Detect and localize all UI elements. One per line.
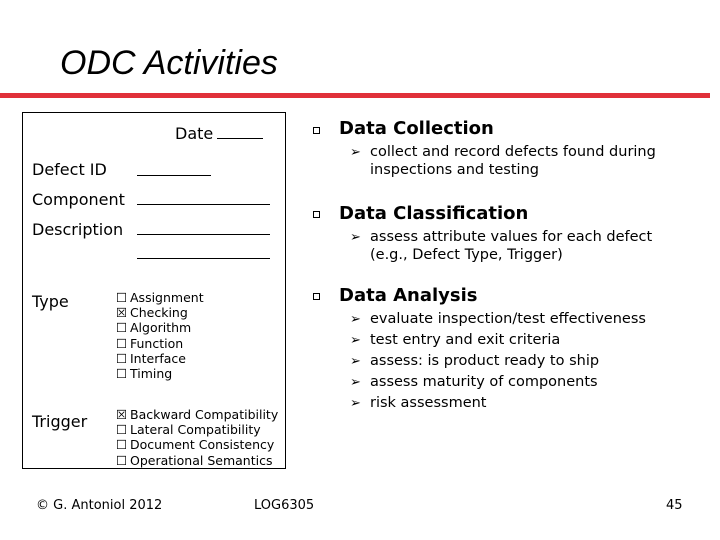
description-field-line-1	[137, 234, 270, 235]
arrow-bullet-icon: ➢	[350, 230, 361, 245]
type-option	[116, 305, 204, 320]
analysis-item: assess: is product ready to ship	[370, 353, 600, 369]
analysis-item: risk assessment	[370, 395, 487, 411]
checkbox-empty-icon: ☐	[116, 437, 128, 453]
type-option	[116, 366, 204, 381]
arrow-bullet-icon: ➢	[350, 396, 361, 411]
checkbox-checked-icon: ☒	[116, 305, 128, 321]
slide-title: ODC Activities	[60, 44, 278, 82]
defect-id-field	[137, 175, 211, 176]
trigger-option	[116, 422, 278, 437]
checkbox-empty-icon: ☐	[116, 290, 128, 305]
analysis-item: test entry and exit criteria	[370, 332, 561, 348]
collection-item: collect and record defects found during inspections and testing	[370, 144, 656, 178]
description-field-line-2	[137, 258, 270, 259]
trigger-option	[116, 453, 278, 468]
page-number: 45	[666, 498, 683, 513]
checkbox-empty-icon: ☐	[116, 335, 128, 351]
analysis-item: evaluate inspection/test effectiveness	[370, 311, 646, 327]
type-option	[116, 351, 204, 366]
trigger-options	[116, 407, 278, 468]
trigger-option	[116, 437, 278, 452]
description-label: Description	[32, 220, 124, 239]
type-option-label: Timing	[130, 366, 173, 382]
type-options	[116, 290, 204, 381]
type-option	[116, 320, 204, 335]
trigger-option-label: Document Consistency	[130, 437, 275, 453]
component-label: Component	[32, 190, 125, 209]
arrow-bullet-icon: ➢	[350, 312, 361, 327]
checkbox-empty-icon: ☐	[116, 422, 128, 438]
section-heading-data-classification: Data Classification	[339, 203, 529, 224]
type-label: Type	[32, 292, 69, 311]
arrow-bullet-icon: ➢	[350, 375, 361, 390]
type-option-label: Interface	[130, 350, 186, 366]
type-option	[116, 336, 204, 351]
square-bullet-icon	[313, 211, 320, 218]
date-field	[217, 138, 263, 139]
footer-course: LOG6305	[254, 498, 315, 513]
classification-item: assess attribute values for each defect (e.g., Defect Type, Trigger)	[370, 229, 653, 263]
trigger-option-label: Operational Semantics	[130, 452, 273, 468]
trigger-option-label: Backward Compatibility	[130, 407, 279, 422]
title-divider	[0, 93, 710, 98]
type-option-label: Assignment	[130, 290, 204, 305]
square-bullet-icon	[313, 293, 320, 300]
type-option-label: Algorithm	[130, 320, 192, 336]
checkbox-empty-icon: ☐	[116, 320, 128, 336]
checkbox-empty-icon: ☐	[116, 350, 128, 366]
type-option	[116, 290, 204, 305]
trigger-option	[116, 407, 278, 422]
section-heading-data-collection: Data Collection	[339, 118, 494, 139]
defect-id-label: Defect ID	[32, 160, 107, 179]
analysis-item: assess maturity of components	[370, 374, 598, 390]
checkbox-empty-icon: ☐	[116, 452, 128, 468]
trigger-option-label: Lateral Compatibility	[130, 422, 261, 438]
checkbox-empty-icon: ☐	[116, 366, 128, 382]
section-heading-data-analysis: Data Analysis	[339, 285, 478, 306]
square-bullet-icon	[313, 127, 320, 134]
checkbox-checked-icon: ☒	[116, 407, 128, 422]
date-label: Date	[175, 124, 214, 143]
arrow-bullet-icon: ➢	[350, 354, 361, 369]
arrow-bullet-icon: ➢	[350, 145, 361, 160]
type-option-label: Function	[130, 335, 184, 351]
component-field	[137, 204, 270, 205]
footer-copyright: © G. Antoniol 2012	[36, 498, 163, 513]
type-option-label: Checking	[130, 305, 188, 321]
arrow-bullet-icon: ➢	[350, 333, 361, 348]
trigger-label: Trigger	[32, 412, 88, 431]
